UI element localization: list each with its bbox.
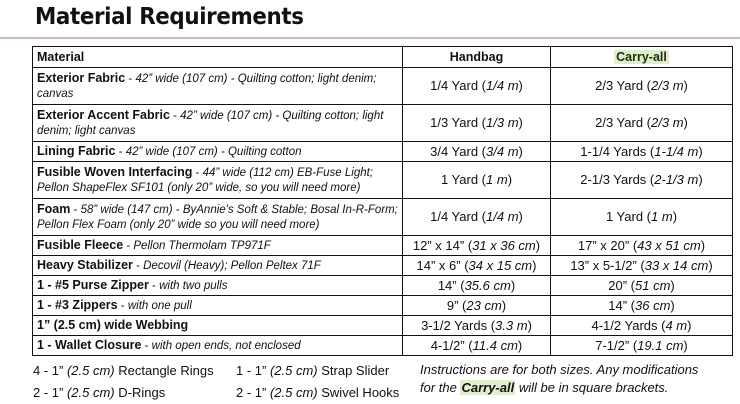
table-row: [33, 105, 733, 142]
material-cell: Lining Fabric - 42” wide (107 cm) - Quilting cotton: [33, 142, 403, 162]
carry-all-amount: 7-1/2” (19.1 cm): [551, 336, 733, 356]
material-cell: 1 - #3 Zippers - with one pull: [33, 296, 403, 316]
material-name: 1 - #5 Purse Zipper: [37, 278, 149, 292]
table-row: [33, 256, 733, 276]
carry-all-amount: 17” x 20” (43 x 51 cm): [551, 236, 733, 256]
carry-all-amount: 2/3 Yard (2/3 m): [551, 68, 733, 105]
handbag-amount: 1/4 Yard (1/4 m): [403, 199, 551, 236]
handbag-amount: 14” x 6” (34 x 15 cm): [403, 256, 551, 276]
material-cell: Fusible Woven Interfacing - 44” wide (112 cm) EB-Fuse Light; Pellon ShapeFlex SF101 (only 20” wide, so you will need more): [33, 162, 403, 199]
handbag-amount: 1/4 Yard (1/4 m): [403, 68, 551, 105]
header-handbag: Handbag: [403, 47, 551, 68]
carry-all-amount: 20” (51 cm): [551, 276, 733, 296]
carry-all-highlight: Carry-all: [461, 380, 515, 395]
table-row: [33, 276, 733, 296]
extra-swivel-hooks: 2 - 1” (2.5 cm) Swivel Hooks: [236, 385, 400, 400]
note-line-2: for the Carry-all will be in square brackets.: [420, 380, 669, 395]
material-name: Lining Fabric: [37, 144, 116, 158]
handbag-amount: 12” x 14” (31 x 36 cm): [403, 236, 551, 256]
instructions-note: [420, 361, 732, 397]
material-name: Exterior Accent Fabric: [37, 108, 170, 122]
material-name: Fusible Woven Interfacing: [37, 165, 193, 179]
table-row: [33, 236, 733, 256]
carry-all-amount: 2-1/3 Yards (2-1/3 m): [551, 162, 733, 199]
header-material: Material: [33, 47, 403, 68]
material-description: Pellon Thermolam TP971F: [133, 240, 271, 252]
material-description: 42” wide (107 cm) - Quilting cotton; light denim; canvas: [37, 73, 377, 100]
extra-rectangle-rings: 4 - 1” (2.5 cm) Rectangle Rings: [33, 363, 214, 378]
material-description: with two pulls: [159, 280, 228, 292]
table-row: [33, 68, 733, 105]
material-name: Foam: [37, 202, 71, 216]
carry-all-amount: 13” x 5-1/2” (33 x 14 cm): [551, 256, 733, 276]
handbag-amount: 9” (23 cm): [403, 296, 551, 316]
carry-all-amount: 4-1/2 Yards (4 m): [551, 316, 733, 336]
table-row: [33, 316, 733, 336]
handbag-amount: 3-1/2 Yards (3.3 m): [403, 316, 551, 336]
carry-all-amount: 1-1/4 Yards (1-1/4 m): [551, 142, 733, 162]
material-cell: 1 - #5 Purse Zipper - with two pulls: [33, 276, 403, 296]
handbag-amount: 1 Yard (1 m): [403, 162, 551, 199]
table-header-row: [33, 47, 733, 68]
material-description: Decovil (Heavy); Pellon Peltex 71F: [143, 260, 321, 272]
extra-d-rings: 2 - 1” (2.5 cm) D-Rings: [33, 385, 166, 400]
material-cell: Foam - 58” wide (147 cm) - ByAnnie's Soft & Stable; Bosal In-R-Form; Pellon Flex Foam (only 20” wide so you will need more): [33, 199, 403, 236]
material-name: 1” (2.5 cm) wide Webbing: [37, 318, 189, 332]
material-description: 44” wide (112 cm) EB-Fuse Light; Pellon ShapeFlex SF101 (only 20” wide, so you will need more): [37, 167, 374, 194]
material-description: 58” wide (147 cm) - ByAnnie's Soft & Stable; Bosal In-R-Form; Pellon Flex Foam (only 20” wide so you will need more): [37, 204, 398, 231]
table-row: [33, 296, 733, 316]
table-row: [33, 162, 733, 199]
material-description: 42” wide (107 cm) - Quilting cotton: [125, 146, 302, 158]
handbag-amount: 1/3 Yard (1/3 m): [403, 105, 551, 142]
header-carry-all: [551, 47, 733, 68]
carry-all-amount: 14” (36 cm): [551, 296, 733, 316]
material-cell: 1 - Wallet Closure - with open ends, not enclosed: [33, 336, 403, 356]
table-row: [33, 199, 733, 236]
extra-strap-slider: 1 - 1” (2.5 cm) Strap Slider: [236, 363, 390, 378]
page-title: Material Requirements: [35, 4, 304, 30]
carry-all-amount: 1 Yard (1 m): [551, 199, 733, 236]
table-row: [33, 142, 733, 162]
material-cell: [33, 316, 403, 336]
material-cell: Exterior Accent Fabric - 42” wide (107 cm) - Quilting cotton; light denim; light canvas: [33, 105, 403, 142]
material-name: Heavy Stabilizer: [37, 258, 133, 272]
material-cell: Exterior Fabric - 42” wide (107 cm) - Quilting cotton; light denim; canvas: [33, 68, 403, 105]
material-name: Fusible Fleece: [37, 238, 124, 252]
material-name: 1 - Wallet Closure: [37, 338, 142, 352]
note-line-1: Instructions are for both sizes. Any modifications: [420, 362, 699, 377]
carry-all-amount: 2/3 Yard (2/3 m): [551, 105, 733, 142]
material-name: 1 - #3 Zippers: [37, 298, 118, 312]
material-description: with open ends, not enclosed: [151, 340, 301, 352]
material-description: with one pull: [127, 300, 192, 312]
handbag-amount: 14” (35.6 cm): [403, 276, 551, 296]
material-requirements-table: [32, 46, 733, 356]
handbag-amount: 4-1/2” (11.4 cm): [403, 336, 551, 356]
material-cell: Fusible Fleece - Pellon Thermolam TP971F: [33, 236, 403, 256]
material-description: 42” wide (107 cm) - Quilting cotton; light denim; light canvas: [37, 110, 384, 137]
material-cell: Heavy Stabilizer - Decovil (Heavy); Pellon Peltex 71F: [33, 256, 403, 276]
table-row: [33, 336, 733, 356]
handbag-amount: 3/4 Yard (3/4 m): [403, 142, 551, 162]
header-carry-all-label: Carry-all: [616, 50, 667, 64]
title-divider: [0, 37, 740, 39]
material-name: Exterior Fabric: [37, 71, 126, 85]
